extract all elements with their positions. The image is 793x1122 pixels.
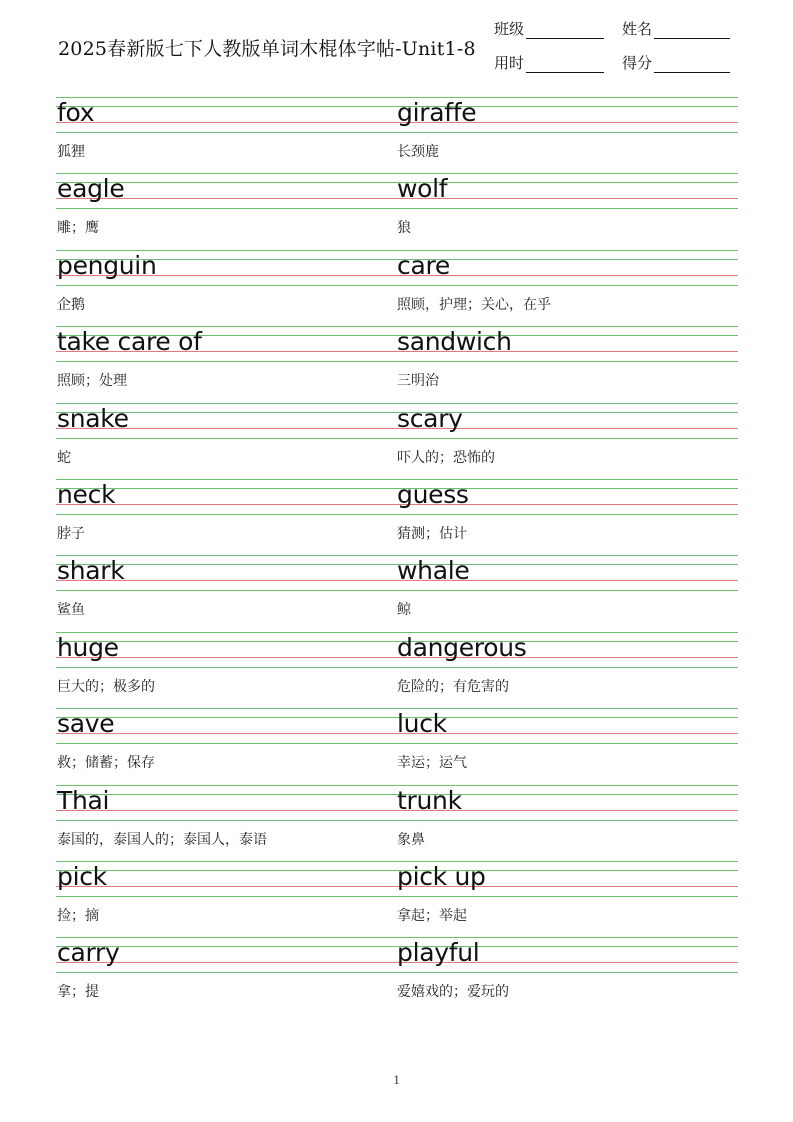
- vocab-row: [0, 555, 793, 632]
- writing-guide-line: [56, 285, 738, 286]
- vocab-meaning: 照顾；处理: [57, 373, 127, 390]
- writing-guide-line: [56, 972, 738, 973]
- vocab-meaning: 爱嬉戏的；爱玩的: [397, 984, 509, 1001]
- vocab-row: [0, 97, 793, 174]
- vocab-row: [0, 785, 793, 862]
- vocab-word: take care of: [57, 327, 202, 357]
- vocab-meaning: 救；储蓄；保存: [57, 755, 155, 772]
- vocab-row: [0, 173, 793, 250]
- writing-guide-line: [56, 743, 738, 744]
- vocab-word: eagle: [57, 174, 125, 204]
- vocab-meaning: 危险的；有危害的: [397, 678, 509, 695]
- writing-guide-line: [56, 667, 738, 668]
- writing-guide-line: [56, 361, 738, 362]
- vocab-row: [0, 861, 793, 938]
- vocab-word: Thai: [57, 785, 110, 815]
- vocab-word: snake: [57, 403, 129, 433]
- vocab-row: [0, 403, 793, 480]
- vocab-meaning: 捡；摘: [57, 908, 99, 924]
- vocab-word: sandwich: [397, 327, 512, 357]
- vocab-row: [0, 937, 793, 1014]
- vocab-meaning: 狼: [397, 220, 411, 237]
- writing-guide-line: [56, 208, 738, 209]
- vocab-meaning: 拿；提: [57, 984, 99, 1001]
- page-title: 2025春新版七下人教版单词木棍体字帖-Unit1-8: [58, 38, 476, 60]
- page-number: 1: [393, 1072, 400, 1087]
- vocab-row: [0, 326, 793, 403]
- vocab-row: [0, 708, 793, 785]
- vocab-meaning: 企鹅: [57, 296, 85, 313]
- vocab-meaning: 三明治: [397, 373, 439, 390]
- vocab-word: care: [397, 250, 450, 280]
- writing-guide-line: [56, 820, 738, 821]
- vocab-word: wolf: [397, 174, 448, 204]
- vocab-word: dangerous: [397, 632, 527, 662]
- vocab-word: penguin: [57, 250, 157, 280]
- writing-guide-line: [56, 896, 738, 897]
- vocab-word: fox: [57, 98, 95, 127]
- vocab-meaning: 长颈鹿: [397, 144, 439, 160]
- vocab-meaning: 狐狸: [57, 144, 85, 160]
- vocab-word: scary: [397, 403, 463, 433]
- vocab-word: giraffe: [397, 98, 477, 127]
- name-label: 姓名: [622, 20, 653, 38]
- vocab-word: playful: [397, 938, 480, 968]
- vocab-word: shark: [57, 556, 125, 586]
- vocab-word: whale: [397, 556, 470, 586]
- writing-guide-line: [56, 438, 738, 439]
- vocab-row: [0, 479, 793, 556]
- vocab-meaning: 鲨鱼: [57, 602, 85, 619]
- writing-guide-line: [56, 590, 738, 591]
- vocab-meaning: 蛇: [57, 449, 71, 466]
- vocab-meaning: 脖子: [57, 526, 85, 542]
- vocab-meaning: 泰国的，泰国人的；泰国人，泰语: [57, 831, 267, 848]
- vocab-meaning: 巨大的；极多的: [57, 678, 155, 695]
- vocab-meaning: 幸运；运气: [397, 755, 467, 772]
- time-label: 用时: [494, 54, 525, 72]
- vocab-word: huge: [57, 632, 119, 662]
- writing-guide-line: [56, 514, 738, 515]
- vocab-word: guess: [397, 480, 469, 509]
- vocab-word: neck: [57, 480, 116, 509]
- vocab-meaning: 吓人的；恐怖的: [397, 449, 495, 466]
- class-label: 班级: [494, 20, 525, 38]
- vocab-meaning: 猜测；估计: [397, 526, 467, 542]
- vocab-meaning: 照顾，护理；关心，在乎: [397, 296, 551, 313]
- score-label: 得分: [622, 54, 653, 72]
- vocab-meaning: 雕；鹰: [57, 220, 99, 237]
- vocab-word: pick: [57, 862, 107, 891]
- vocab-word: pick up: [397, 862, 486, 891]
- vocab-row: [0, 632, 793, 709]
- writing-guide-line: [56, 132, 738, 133]
- vocab-meaning: 鲸: [397, 602, 411, 619]
- vocab-word: luck: [397, 709, 447, 739]
- vocab-word: save: [57, 709, 115, 739]
- vocab-word: trunk: [397, 785, 462, 815]
- vocab-meaning: 拿起；举起: [397, 908, 467, 924]
- vocab-row: [0, 250, 793, 327]
- vocab-meaning: 象鼻: [397, 831, 425, 848]
- vocab-word: carry: [57, 938, 120, 968]
